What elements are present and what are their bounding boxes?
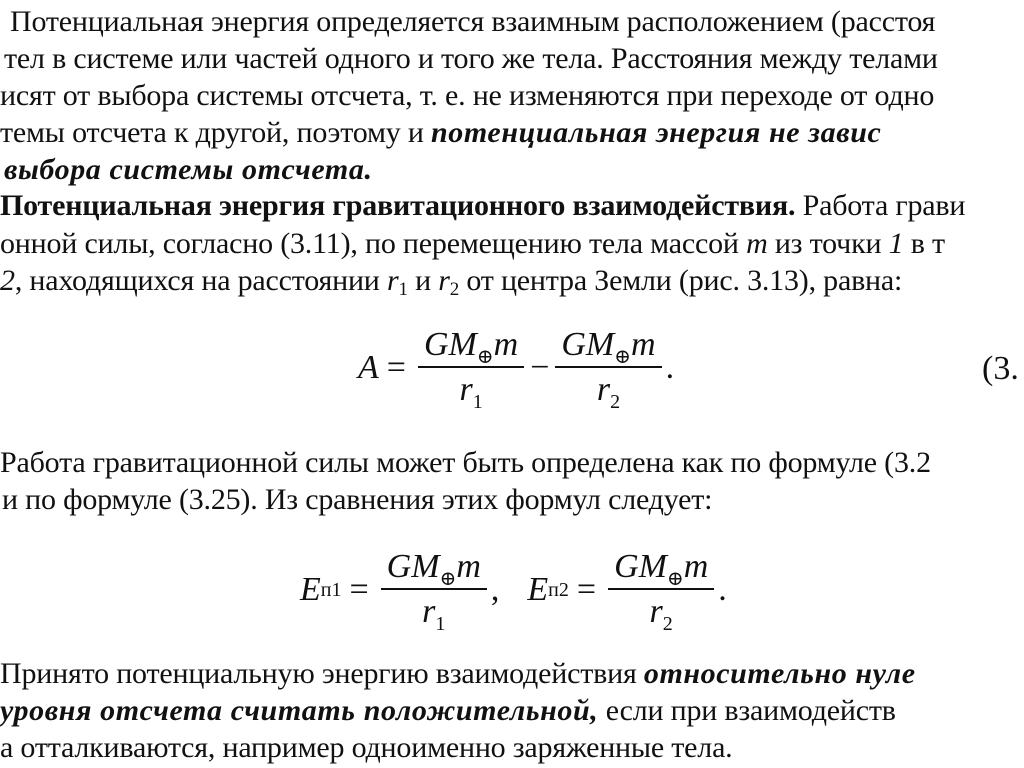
math-variable: GM [386,548,440,585]
text-line [0,693,896,729]
math-subscript: ⊕ [614,346,632,368]
math-subscript: 2 [662,613,673,635]
math-variable: m [631,326,656,363]
fraction-denominator [596,368,621,413]
math-subscript: ⊕ [476,346,494,368]
math-punctuation: , [490,571,500,608]
math-subscript: 1 [398,279,408,300]
math-operator: = [576,571,597,608]
fraction-denominator [649,590,673,635]
math-variable: A [358,349,379,386]
text-line [0,115,881,151]
text-span: и по формуле (3.25). Из сравнения этих формул следует: [2,483,713,516]
math-operator: − [530,349,550,386]
emphasis-text: потенциальная энергия не завис [431,116,882,149]
math-variable: E [300,571,321,608]
text-span: Принято потенциальную энергию взаимодействия [0,657,644,690]
math-variable: 2 [0,264,15,297]
fraction-numerator [555,326,661,368]
text-span: онной силы, согласно (3.11), по перемещению тела массой [0,227,747,260]
fraction-numerator [418,326,524,368]
formula-potential-energy: E п1 = $\frac{GM_\oplus m}{r_1}$ , E п2 = $\frac{GM_\oplus m}{r_2}$ . [300,548,727,635]
fraction-numerator [381,548,487,590]
math-subscript: ⊕ [666,568,684,590]
math-variable: m [456,548,481,585]
emphasis-text: выбора системы отсчета. [4,153,373,186]
emphasis-text: уровня отсчета считать положительной, [0,694,599,727]
text-line [4,41,938,77]
fraction [381,548,487,635]
math-variable: 1 [888,227,904,260]
math-subscript: 1 [472,391,483,413]
text-span: а отталкиваются, например одноименно заряженные тела. [0,731,733,764]
text-span: Работа грави [795,189,966,222]
text-span: тел в системе или частей одного и того же тела. Расстояния между телами [4,42,938,75]
text-span: если при взаимодейств [598,694,896,727]
math-variable: r [649,593,663,630]
math-variable: m [683,548,709,585]
fraction-denominator [422,590,446,635]
text-line [0,78,934,114]
math-variable: E [527,571,549,608]
math-variable: GM [423,326,477,363]
text-span: и [407,264,439,297]
math-variable: m [493,326,519,363]
text-line [4,152,373,188]
math-variable: GM [561,326,615,363]
math-subscript: 2 [449,279,460,300]
text-line [0,188,965,224]
text-line [0,730,733,766]
fraction [608,548,714,635]
text-span: из точки [767,227,889,260]
text-span: от центра Земли (рис. 3.13), равна: [459,264,903,297]
math-variable: r [438,264,450,297]
math-punctuation: . [665,349,675,386]
text-span: темы отсчета к другой, поэтому и [0,116,431,149]
equation-number: (3. [982,350,1019,387]
math-variable: GM [614,548,667,585]
text-line [0,656,916,692]
fraction-numerator [608,548,714,590]
math-operator: = [349,571,369,608]
text-span: исят от выбора системы отсчета, т. е. не изменяются при переходе от одно [0,79,935,112]
text-span: в т [903,227,945,260]
text-line [0,226,945,262]
math-variable: r [386,264,399,297]
text-line [0,445,931,481]
fraction-denominator [459,368,483,413]
math-subscript: ⊕ [439,568,457,590]
math-variable: m [746,227,768,260]
math-variable: r [422,593,436,630]
text-line [0,263,902,299]
text-span: , находящихся на расстоянии [14,264,387,297]
math-punctuation: . [718,571,727,608]
text-line [2,482,712,518]
formula-work [358,326,675,413]
math-subscript: 1 [435,613,446,635]
section-heading: Потенциальная энергия гравитационного взаимодействия. [0,189,796,222]
emphasis-text: относительно нуле [643,657,916,690]
fraction [555,326,661,413]
fraction [418,326,524,413]
text-line [10,4,935,40]
math-variable: r [596,371,611,408]
math-operator: = [386,349,406,386]
text-span: Потенциальная энергия определяется взаимным расположением (расстоя [10,5,936,38]
math-variable: r [459,371,473,408]
math-subscript: 2 [610,391,621,413]
text-span: Работа гравитационной силы может быть определена как по формуле (3.2 [0,446,931,479]
